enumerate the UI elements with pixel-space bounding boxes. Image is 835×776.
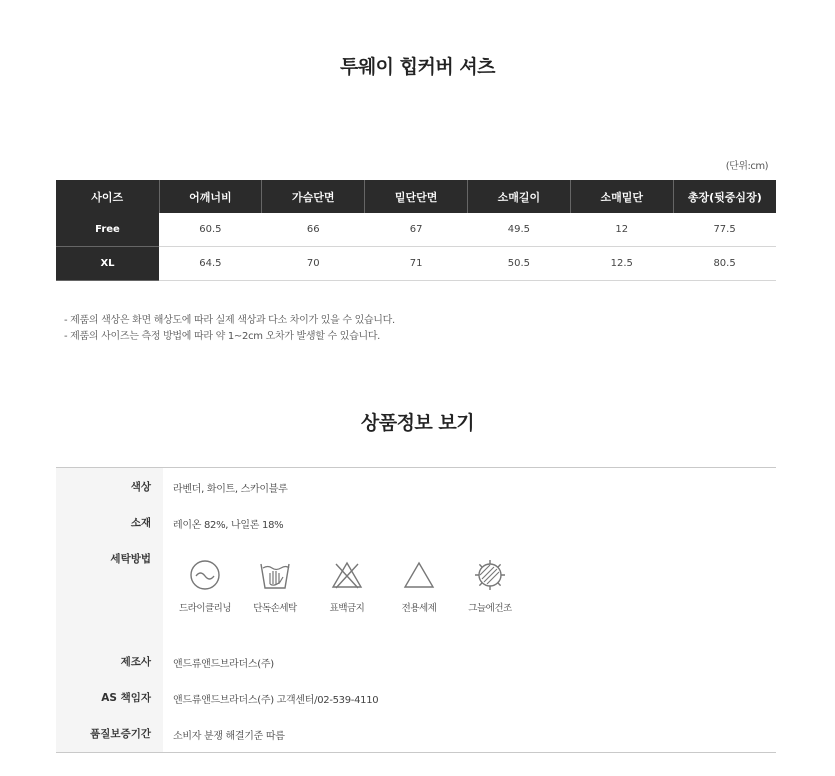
care-label: 표백금지 [329, 603, 365, 614]
size-header-cell: 총장(뒷중심장) [673, 180, 776, 213]
size-table [56, 180, 776, 281]
size-header-cell: 사이즈 [56, 180, 159, 213]
info-label-column [56, 468, 163, 752]
note-line: - 제품의 사이즈는 측정 방법에 따라 약 1~2cm 오차가 발생할 수 있습니다. [64, 331, 381, 342]
size-value-cell: 66 [262, 213, 365, 247]
neutral-detergent-icon [402, 558, 436, 592]
hand-wash-icon [258, 558, 292, 592]
color-value: 라벤더, 화이트, 스카이블루 [173, 484, 288, 495]
size-name-cell: XL [56, 247, 159, 281]
shade-dry-icon [473, 558, 507, 592]
table-row [56, 213, 776, 247]
material-value: 레이온 82%, 나일론 18% [173, 520, 284, 531]
care-item [384, 558, 454, 614]
warranty-value: 소비자 분쟁 해결기준 따름 [173, 731, 285, 742]
wash-label: 세탁방법 [110, 553, 151, 565]
note-line: - 제품의 색상은 화면 해상도에 따라 실제 색상과 다소 차이가 있을 수 있습니다. [64, 315, 395, 326]
size-value-cell: 12 [570, 213, 673, 247]
dry-clean-icon [188, 558, 222, 592]
care-item [240, 558, 310, 614]
info-title: 상품정보 보기 [360, 412, 475, 434]
care-label: 전용세제 [401, 603, 437, 614]
size-value-cell: 60.5 [159, 213, 262, 247]
no-bleach-icon [330, 558, 364, 592]
size-table-header [56, 180, 776, 213]
size-value-cell: 67 [365, 213, 468, 247]
product-title: 투웨이 힙커버 셔츠 [339, 56, 496, 78]
warranty-label: 품질보증기간 [90, 728, 151, 740]
size-value-cell: 80.5 [673, 247, 776, 281]
size-value-cell: 12.5 [570, 247, 673, 281]
color-label: 색상 [130, 481, 151, 493]
size-value-cell: 71 [365, 247, 468, 281]
size-header-cell: 어깨너비 [159, 180, 262, 213]
size-value-cell: 64.5 [159, 247, 262, 281]
care-label: 단독손세탁 [253, 603, 297, 614]
size-value-cell: 77.5 [673, 213, 776, 247]
care-item [170, 558, 240, 614]
size-value-cell: 70 [262, 247, 365, 281]
maker-value: 앤드류앤드브라더스(주) [173, 659, 274, 670]
size-header-cell: 가슴단면 [262, 180, 365, 213]
size-header-cell: 소매밑단 [570, 180, 673, 213]
care-item [312, 558, 382, 614]
care-item [455, 558, 525, 614]
size-value-cell: 49.5 [467, 213, 570, 247]
material-label: 소재 [130, 517, 151, 529]
as-value: 앤드류앤드브라더스(주) 고객센터/02-539-4110 [173, 695, 379, 706]
size-header-cell: 밑단단면 [365, 180, 468, 213]
care-label: 드라이클리닝 [178, 603, 232, 614]
size-header-cell: 소매길이 [467, 180, 570, 213]
size-value-cell: 50.5 [467, 247, 570, 281]
notes [64, 313, 395, 345]
size-name-cell: Free [56, 213, 159, 247]
table-row [56, 247, 776, 281]
maker-label: 제조사 [120, 656, 151, 668]
care-label: 그늘에건조 [468, 603, 512, 614]
unit-note: (단위:cm) [725, 161, 768, 172]
as-label: AS 책임자 [101, 692, 151, 704]
